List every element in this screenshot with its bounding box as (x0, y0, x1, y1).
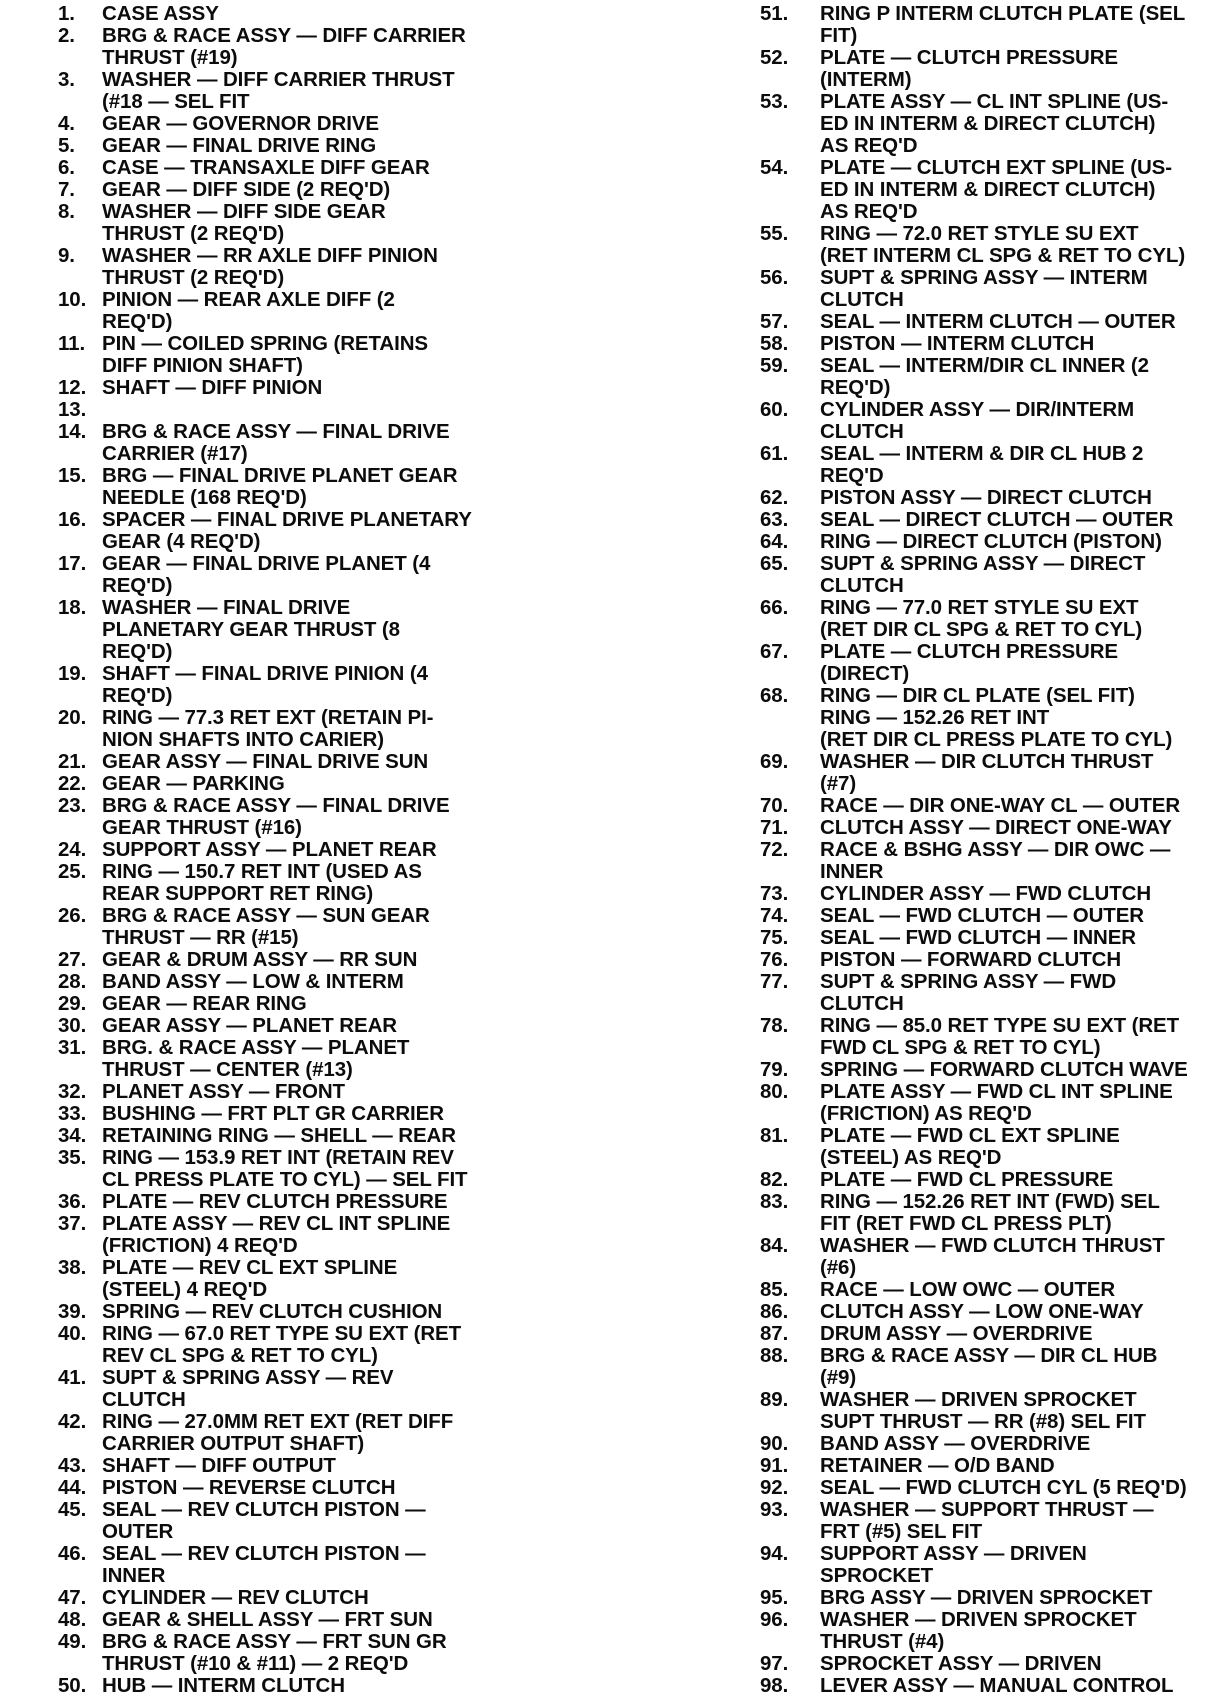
item-description: PLATE — FWD CL EXT SPLINE (STEEL) AS REQ'D (820, 1124, 1120, 1169)
item-number: 93. (760, 1498, 789, 1521)
item-description: HUB — INTERM CLUTCH (102, 1674, 345, 1697)
item-description: BRG ASSY — DRIVEN SPROCKET (820, 1586, 1153, 1609)
parts-list-item (58, 377, 568, 399)
item-description: BAND ASSY — LOW & INTERM (102, 970, 404, 993)
item-number: 66. (760, 596, 789, 619)
item-number: 28. (58, 970, 87, 993)
item-description: PISTON — REVERSE CLUTCH (102, 1476, 396, 1499)
item-number: 5. (58, 134, 75, 157)
item-number: 83. (760, 1190, 789, 1213)
parts-list-item (760, 795, 1230, 817)
item-number: 68. (760, 684, 789, 707)
item-description: WASHER — DIR CLUTCH THRUST (#7) (820, 750, 1154, 795)
item-description: SUPT & SPRING ASSY — REV CLUTCH (102, 1366, 394, 1411)
parts-list-item (58, 1125, 568, 1147)
item-description: BRG & RACE ASSY — DIR CL HUB (#9) (820, 1344, 1158, 1389)
item-number: 95. (760, 1586, 789, 1609)
parts-list-item (58, 1609, 568, 1631)
parts-list-item (58, 971, 568, 993)
item-number: 88. (760, 1344, 789, 1367)
item-description: SPRING — FORWARD CLUTCH WAVE (820, 1058, 1188, 1081)
item-number: 94. (760, 1542, 789, 1565)
parts-list-item (760, 1345, 1230, 1389)
item-description: RING — 67.0 RET TYPE SU EXT (RET REV CL SPG & RET TO CYL) (102, 1322, 462, 1367)
item-number: 55. (760, 222, 789, 245)
item-number: 20. (58, 706, 87, 729)
item-description: PLATE ASSY — FWD CL INT SPLINE (FRICTION) AS REQ'D (820, 1080, 1173, 1125)
item-description: SPACER — FINAL DRIVE PLANETARY GEAR (4 REQ'D) (102, 508, 472, 553)
item-description: SEAL — INTERM CLUTCH — OUTER (820, 310, 1176, 333)
item-number: 47. (58, 1586, 87, 1609)
parts-list-item (760, 927, 1230, 949)
item-description: RING — 153.9 RET INT (RETAIN REV CL PRESS PLATE TO CYL) — SEL FIT (102, 1146, 468, 1191)
item-description: PISTON ASSY — DIRECT CLUTCH (820, 486, 1152, 509)
item-number: 89. (760, 1388, 789, 1411)
parts-list-item (760, 1543, 1230, 1587)
parts-list-item (58, 1191, 568, 1213)
item-number: 33. (58, 1102, 87, 1125)
parts-list-item (760, 553, 1230, 597)
item-number: 78. (760, 1014, 789, 1037)
parts-list-item (760, 1499, 1230, 1543)
item-number: 64. (760, 530, 789, 553)
parts-list-item (58, 1631, 568, 1675)
item-description: PLATE — CLUTCH PRESSURE (INTERM) (820, 46, 1119, 91)
item-number: 45. (58, 1498, 87, 1521)
parts-list-item (58, 839, 568, 861)
parts-list-item (58, 1367, 568, 1411)
item-description: RING — 77.3 RET EXT (RETAIN PI- NION SHAFTS INTO CARIER) (102, 706, 434, 751)
item-description: PIN — COILED SPRING (RETAINS DIFF PINION SHAFT) (102, 332, 428, 377)
item-description: WASHER — DIFF SIDE GEAR THRUST (2 REQ'D) (102, 200, 386, 245)
item-description: PISTON — FORWARD CLUTCH (820, 948, 1122, 971)
parts-list-item (760, 311, 1230, 333)
item-description: DRUM ASSY — OVERDRIVE (820, 1322, 1093, 1345)
item-number: 19. (58, 662, 87, 685)
item-description: PLATE — REV CLUTCH PRESSURE (102, 1190, 448, 1213)
item-number: 42. (58, 1410, 87, 1433)
item-description: GEAR ASSY — PLANET REAR (102, 1014, 397, 1037)
parts-list-item (760, 333, 1230, 355)
item-number: 76. (760, 948, 789, 971)
item-number: 73. (760, 882, 789, 905)
item-description: WASHER — DRIVEN SPROCKET SUPT THRUST — RR (#8) SEL FIT (820, 1388, 1146, 1433)
item-description: GEAR — FINAL DRIVE PLANET (4 REQ'D) (102, 552, 431, 597)
item-description: RING — 72.0 RET STYLE SU EXT (RET INTERM CL SPG & RET TO CYL) (820, 222, 1186, 267)
parts-list-item (58, 1587, 568, 1609)
item-description: CASE ASSY (102, 2, 219, 25)
item-description: SEAL — FWD CLUTCH — INNER (820, 926, 1137, 949)
item-description: PISTON — INTERM CLUTCH (820, 332, 1095, 355)
item-description: PLATE ASSY — CL INT SPLINE (US- ED IN INTERM & DIRECT CLUTCH) AS REQ'D (820, 90, 1169, 157)
item-description: RACE — DIR ONE-WAY CL — OUTER (820, 794, 1181, 817)
item-number: 69. (760, 750, 789, 773)
parts-list-item (58, 157, 568, 179)
item-description: PLANET ASSY — FRONT (102, 1080, 345, 1103)
parts-list-item (760, 949, 1230, 971)
item-number: 48. (58, 1608, 87, 1631)
item-description: CYLINDER — REV CLUTCH (102, 1586, 369, 1609)
parts-list-item (58, 465, 568, 509)
parts-list-item (58, 1257, 568, 1301)
parts-list-item (760, 597, 1230, 641)
item-number: 12. (58, 376, 87, 399)
parts-list-item (760, 47, 1230, 91)
item-number: 51. (760, 2, 789, 25)
item-number: 36. (58, 1190, 87, 1213)
item-number: 18. (58, 596, 87, 619)
parts-list-item (58, 1081, 568, 1103)
parts-list-item (760, 1587, 1230, 1609)
parts-list-item (58, 1477, 568, 1499)
item-number: 10. (58, 288, 87, 311)
item-number: 90. (760, 1432, 789, 1455)
item-description: GEAR — PARKING (102, 772, 285, 795)
parts-list-item (760, 685, 1230, 751)
parts-list-item (58, 1147, 568, 1191)
item-number: 6. (58, 156, 75, 179)
parts-list-item (58, 949, 568, 971)
item-number: 98. (760, 1674, 789, 1697)
parts-list-item (58, 795, 568, 839)
parts-list-item (760, 1477, 1230, 1499)
parts-list-item (58, 861, 568, 905)
item-number: 62. (760, 486, 789, 509)
parts-list-right-column (760, 3, 1230, 1697)
parts-list-item (58, 3, 568, 25)
item-description: PLATE — REV CL EXT SPLINE (STEEL) 4 REQ'D (102, 1256, 398, 1301)
parts-list-item (58, 993, 568, 1015)
item-description: RETAINING RING — SHELL — REAR (102, 1124, 456, 1147)
parts-list-item (58, 333, 568, 377)
item-description: CYLINDER ASSY — FWD CLUTCH (820, 882, 1152, 905)
item-description: BRG & RACE ASSY — FINAL DRIVE GEAR THRUST (#16) (102, 794, 450, 839)
item-number: 21. (58, 750, 87, 773)
item-description: SPROCKET ASSY — DRIVEN (820, 1652, 1102, 1675)
parts-list-item (58, 1103, 568, 1125)
item-description: GEAR — FINAL DRIVE RING (102, 134, 377, 157)
parts-list-item (58, 905, 568, 949)
parts-list-item (760, 641, 1230, 685)
parts-list-item (58, 399, 568, 421)
item-number: 63. (760, 508, 789, 531)
parts-list-item (58, 1037, 568, 1081)
parts-list-item (58, 663, 568, 707)
item-number: 41. (58, 1366, 87, 1389)
item-number: 60. (760, 398, 789, 421)
item-number: 9. (58, 244, 75, 267)
item-description: CASE — TRANSAXLE DIFF GEAR (102, 156, 430, 179)
item-description: RACE — LOW OWC — OUTER (820, 1278, 1116, 1301)
item-description: RETAINER — O/D BAND (820, 1454, 1055, 1477)
parts-list-item (58, 751, 568, 773)
parts-list-item (58, 1301, 568, 1323)
item-number: 40. (58, 1322, 87, 1345)
item-description: GEAR — DIFF SIDE (2 REQ'D) (102, 178, 391, 201)
parts-list-item (58, 1213, 568, 1257)
item-number: 59. (760, 354, 789, 377)
parts-list-item (760, 817, 1230, 839)
item-description: CLUTCH ASSY — DIRECT ONE-WAY (820, 816, 1172, 839)
item-number: 16. (58, 508, 87, 531)
item-description: CLUTCH ASSY — LOW ONE-WAY (820, 1300, 1144, 1323)
item-number: 43. (58, 1454, 87, 1477)
item-number: 26. (58, 904, 87, 927)
item-description: SHAFT — DIFF OUTPUT (102, 1454, 336, 1477)
item-description: SEAL — INTERM & DIR CL HUB 2 REQ'D (820, 442, 1144, 487)
item-description: SEAL — REV CLUTCH PISTON — OUTER (102, 1498, 426, 1543)
item-number: 67. (760, 640, 789, 663)
item-description: SUPT & SPRING ASSY — DIRECT CLUTCH (820, 552, 1146, 597)
item-description: SEAL — DIRECT CLUTCH — OUTER (820, 508, 1174, 531)
item-number: 7. (58, 178, 75, 201)
item-description: RING P INTERM CLUTCH PLATE (SEL FIT) (820, 2, 1186, 47)
parts-list-item (760, 267, 1230, 311)
parts-list-item (760, 91, 1230, 157)
parts-list-item (760, 1433, 1230, 1455)
item-description: WASHER — RR AXLE DIFF PINION THRUST (2 REQ'D) (102, 244, 438, 289)
parts-list-item (760, 1609, 1230, 1653)
item-number: 58. (760, 332, 789, 355)
item-description: RING — 152.26 RET INT (FWD) SEL FIT (RET FWD CL PRESS PLT) (820, 1190, 1160, 1235)
item-description: SHAFT — DIFF PINION (102, 376, 323, 399)
item-description: SEAL — INTERM/DIR CL INNER (2 REQ'D) (820, 354, 1149, 399)
item-number: 54. (760, 156, 789, 179)
parts-list-item (58, 113, 568, 135)
parts-list-item (760, 839, 1230, 883)
item-number: 15. (58, 464, 87, 487)
parts-list-item (760, 509, 1230, 531)
item-number: 77. (760, 970, 789, 993)
parts-list-item (760, 487, 1230, 509)
item-number: 2. (58, 24, 75, 47)
parts-list-item (58, 1499, 568, 1543)
item-number: 31. (58, 1036, 87, 1059)
item-number: 97. (760, 1652, 789, 1675)
item-number: 79. (760, 1058, 789, 1081)
item-number: 11. (58, 332, 86, 355)
parts-list-item (760, 399, 1230, 443)
item-description: RACE & BSHG ASSY — DIR OWC — INNER (820, 838, 1171, 883)
item-number: 70. (760, 794, 789, 817)
item-number: 29. (58, 992, 87, 1015)
item-number: 65. (760, 552, 789, 575)
item-number: 25. (58, 860, 87, 883)
parts-list-item (760, 1081, 1230, 1125)
parts-list-item (58, 69, 568, 113)
item-description: SUPT & SPRING ASSY — INTERM CLUTCH (820, 266, 1148, 311)
item-number: 14. (58, 420, 87, 443)
item-number: 37. (58, 1212, 87, 1235)
item-description: GEAR — REAR RING (102, 992, 307, 1015)
item-number: 74. (760, 904, 789, 927)
item-description: SHAFT — FINAL DRIVE PINION (4 REQ'D) (102, 662, 428, 707)
parts-list-item (760, 443, 1230, 487)
item-number: 92. (760, 1476, 789, 1499)
item-description: PLATE — FWD CL PRESSURE (820, 1168, 1114, 1191)
parts-list-item (760, 1675, 1230, 1697)
item-number: 32. (58, 1080, 87, 1103)
parts-list-item (760, 1323, 1230, 1345)
parts-list-item (760, 971, 1230, 1015)
item-number: 8. (58, 200, 75, 223)
item-number: 53. (760, 90, 789, 113)
item-number: 91. (760, 1454, 789, 1477)
item-number: 23. (58, 794, 87, 817)
parts-list-item (58, 201, 568, 245)
item-number: 57. (760, 310, 789, 333)
parts-list-item (58, 245, 568, 289)
item-description: RING — 150.7 RET INT (USED AS REAR SUPPORT RET RING) (102, 860, 422, 905)
item-number: 44. (58, 1476, 87, 1499)
item-number: 85. (760, 1278, 789, 1301)
item-description: WASHER — FWD CLUTCH THRUST (#6) (820, 1234, 1165, 1279)
parts-list-item (760, 1653, 1230, 1675)
item-number: 75. (760, 926, 789, 949)
parts-list-item (760, 1015, 1230, 1059)
item-description: SEAL — REV CLUTCH PISTON — INNER (102, 1542, 426, 1587)
item-description: WASHER — DRIVEN SPROCKET THRUST (#4) (820, 1608, 1137, 1653)
item-number: 24. (58, 838, 87, 861)
parts-list-item (58, 179, 568, 201)
item-description: BAND ASSY — OVERDRIVE (820, 1432, 1091, 1455)
item-number: 1. (58, 2, 75, 25)
item-description: LEVER ASSY — MANUAL CONTROL (820, 1674, 1174, 1697)
item-number: 49. (58, 1630, 87, 1653)
item-number: 84. (760, 1234, 789, 1257)
parts-list-item (760, 1235, 1230, 1279)
item-description: GEAR & DRUM ASSY — RR SUN (102, 948, 418, 971)
item-description: BRG & RACE ASSY — SUN GEAR THRUST — RR (#15) (102, 904, 430, 949)
item-description: SPRING — REV CLUTCH CUSHION (102, 1300, 443, 1323)
item-description: PLATE — CLUTCH EXT SPLINE (US- ED IN INTERM & DIRECT CLUTCH) AS REQ'D (820, 156, 1172, 223)
parts-list-item (760, 1059, 1230, 1081)
item-description: SUPPORT ASSY — PLANET REAR (102, 838, 437, 861)
parts-list-item (58, 1015, 568, 1037)
parts-list-item (760, 3, 1230, 47)
parts-list-item (760, 223, 1230, 267)
item-number: 80. (760, 1080, 789, 1103)
item-number: 96. (760, 1608, 789, 1631)
item-description: RING — DIR CL PLATE (SEL FIT) RING — 152.26 RET INT (RET DIR CL PRESS PLATE TO CYL) (820, 684, 1173, 751)
item-description: SUPPORT ASSY — DRIVEN SPROCKET (820, 1542, 1087, 1587)
item-number: 46. (58, 1542, 87, 1565)
parts-list-item (760, 1455, 1230, 1477)
item-number: 87. (760, 1322, 789, 1345)
parts-list-item (760, 355, 1230, 399)
item-description: RING — 77.0 RET STYLE SU EXT (RET DIR CL SPG & RET TO CYL) (820, 596, 1143, 641)
item-description: RING — 27.0MM RET EXT (RET DIFF CARRIER OUTPUT SHAFT) (102, 1410, 454, 1455)
item-description: PLATE ASSY — REV CL INT SPLINE (FRICTION) 4 REQ'D (102, 1212, 451, 1257)
item-number: 50. (58, 1674, 87, 1697)
item-number: 38. (58, 1256, 87, 1279)
parts-list-item (58, 1411, 568, 1455)
item-description: PLATE — CLUTCH PRESSURE (DIRECT) (820, 640, 1119, 685)
item-number: 22. (58, 772, 87, 795)
item-number: 4. (58, 112, 75, 135)
parts-list-item (58, 597, 568, 663)
parts-list-item (760, 1301, 1230, 1323)
item-number: 61. (760, 442, 789, 465)
parts-list-item (58, 1323, 568, 1367)
item-number: 86. (760, 1300, 789, 1323)
item-description: RING — DIRECT CLUTCH (PISTON) (820, 530, 1162, 553)
item-number: 82. (760, 1168, 789, 1191)
item-number: 34. (58, 1124, 87, 1147)
item-number: 35. (58, 1146, 87, 1169)
item-description: SUPT & SPRING ASSY — FWD CLUTCH (820, 970, 1117, 1015)
parts-list-item (760, 883, 1230, 905)
parts-list-item (58, 289, 568, 333)
parts-list-item (760, 1389, 1230, 1433)
parts-list-item (58, 773, 568, 795)
item-number: 52. (760, 46, 789, 69)
parts-list-item (58, 509, 568, 553)
item-description: CYLINDER ASSY — DIR/INTERM CLUTCH (820, 398, 1135, 443)
parts-list-item (760, 531, 1230, 553)
item-description: WASHER — DIFF CARRIER THRUST (#18 — SEL FIT (102, 68, 455, 113)
item-number: 30. (58, 1014, 87, 1037)
item-description: WASHER — SUPPORT THRUST — FRT (#5) SEL FIT (820, 1498, 1154, 1543)
parts-list-item (760, 1191, 1230, 1235)
item-description: RING — 85.0 RET TYPE SU EXT (RET FWD CL SPG & RET TO CYL) (820, 1014, 1180, 1059)
item-description: BUSHING — FRT PLT GR CARRIER (102, 1102, 444, 1125)
parts-list-left-column (58, 3, 568, 1697)
item-number: 81. (760, 1124, 789, 1147)
item-number: 39. (58, 1300, 87, 1323)
parts-list-item (58, 707, 568, 751)
parts-list-item (58, 25, 568, 69)
parts-list-item (58, 1455, 568, 1477)
item-description: BRG & RACE ASSY — FINAL DRIVE CARRIER (#17) (102, 420, 450, 465)
parts-list-item (58, 421, 568, 465)
parts-list-item (760, 905, 1230, 927)
item-number: 72. (760, 838, 789, 861)
item-number: 13. (58, 398, 87, 421)
parts-list-item (760, 157, 1230, 223)
item-description: BRG & RACE ASSY — FRT SUN GR THRUST (#10 & #11) — 2 REQ'D (102, 1630, 447, 1675)
parts-list-item (58, 553, 568, 597)
item-description: SEAL — FWD CLUTCH — OUTER (820, 904, 1144, 927)
parts-list-item (760, 1279, 1230, 1301)
parts-list-item (58, 135, 568, 157)
parts-list-item (58, 1543, 568, 1587)
item-description: GEAR & SHELL ASSY — FRT SUN (102, 1608, 433, 1631)
item-description: BRG & RACE ASSY — DIFF CARRIER THRUST (#19) (102, 24, 466, 69)
parts-list-item (760, 1169, 1230, 1191)
item-description: PINION — REAR AXLE DIFF (2 REQ'D) (102, 288, 395, 333)
item-number: 71. (760, 816, 789, 839)
item-number: 17. (58, 552, 87, 575)
parts-list-item (760, 751, 1230, 795)
parts-list-item (58, 1675, 568, 1697)
item-number: 56. (760, 266, 789, 289)
parts-list-item (760, 1125, 1230, 1169)
item-description: WASHER — FINAL DRIVE PLANETARY GEAR THRUST (8 REQ'D) (102, 596, 400, 663)
item-description: BRG — FINAL DRIVE PLANET GEAR NEEDLE (168 REQ'D) (102, 464, 458, 509)
item-description: SEAL — FWD CLUTCH CYL (5 REQ'D) (820, 1476, 1187, 1499)
item-description: BRG. & RACE ASSY — PLANET THRUST — CENTER (#13) (102, 1036, 410, 1081)
item-number: 27. (58, 948, 87, 971)
item-description: GEAR ASSY — FINAL DRIVE SUN (102, 750, 429, 773)
item-number: 3. (58, 68, 75, 91)
item-description: GEAR — GOVERNOR DRIVE (102, 112, 379, 135)
